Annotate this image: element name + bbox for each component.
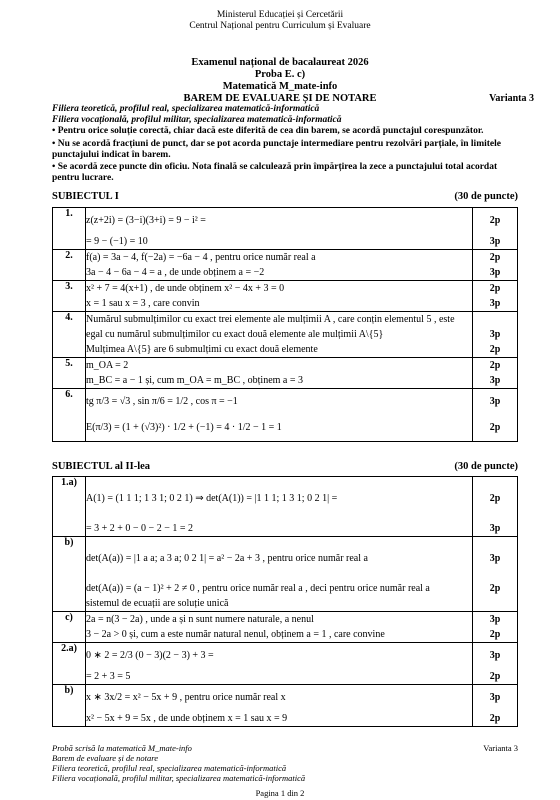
item-solution xyxy=(86,312,473,358)
points-value xyxy=(473,596,517,611)
table-row xyxy=(53,389,518,442)
solution-line: egal cu numărul submulțimilor cu exact două elemente ale mulțimii A\{5} xyxy=(86,329,384,340)
solution-line: 2a = n(3 − 2a) , unde a și n sunt numere naturale, a nenul xyxy=(86,614,314,625)
exam-title: Examenul național de bacalaureat 2026 xyxy=(191,57,369,68)
points-value: 3p xyxy=(489,553,501,564)
table-row xyxy=(53,685,518,727)
points-value: 3p xyxy=(489,650,501,661)
note-bullet-2 xyxy=(52,139,522,161)
item-number: b) xyxy=(53,685,86,727)
item-solution xyxy=(86,643,473,685)
item-points xyxy=(473,389,518,442)
varianta-label: Varianta 3 xyxy=(489,93,534,104)
points-value: 3p xyxy=(489,375,501,386)
item-number: 4. xyxy=(53,312,86,358)
footer-line-4: Filiera vocațională, profilul militar, specializarea matematică-informatică xyxy=(52,773,306,783)
points-value: 3p xyxy=(489,523,501,534)
item-points xyxy=(473,537,518,612)
points-value: 2p xyxy=(489,360,501,371)
note-bullet-3-text: • Se acordă zece puncte din oficiu. Nota finală se calculează prin împărțirea la zece a punctajului total acordat pentru lucrare. xyxy=(52,162,497,183)
points-value: 3p xyxy=(489,236,501,247)
solution-line: m_OA = 2 xyxy=(86,360,129,371)
table-row xyxy=(53,312,518,358)
item-solution xyxy=(86,389,473,442)
points-value: 2p xyxy=(489,493,501,504)
points-value: 2p xyxy=(489,422,501,433)
subiect-1-heading xyxy=(52,191,518,202)
item-solution xyxy=(86,281,473,312)
item-points xyxy=(473,250,518,281)
points-value: 2p xyxy=(489,283,501,294)
solution-line: = 2 + 3 = 5 xyxy=(86,671,131,682)
subiect-1-table xyxy=(52,207,518,442)
footer-line-2: Barem de evaluare și de notare xyxy=(52,753,158,763)
item-number: 1.a) xyxy=(53,477,86,537)
points-value: 3p xyxy=(489,396,501,407)
item-number: 1. xyxy=(53,208,86,250)
note-bullet-3 xyxy=(52,162,522,184)
item-number: 2. xyxy=(53,250,86,281)
item-solution xyxy=(86,685,473,727)
solution-line: det(A(a)) = (a − 1)² + 2 ≠ 0 , pentru orice număr real a , deci pentru orice număr real a xyxy=(86,583,430,594)
item-points xyxy=(473,643,518,685)
points-value: 2p xyxy=(489,671,501,682)
proba-label: Proba E. c) xyxy=(254,69,306,80)
note-bullet-1 xyxy=(52,126,522,137)
item-number: 5. xyxy=(53,358,86,389)
note-bullet-2-text: • Nu se acordă fracțiuni de punct, dar se pot acorda punctaje intermediare pentru rezolvări parțiale, în limitele punctajului indicat în barem. xyxy=(52,139,501,160)
solution-line: tg π/3 = √3 , sin π/6 = 1/2 , cos π = −1 xyxy=(86,396,238,407)
page-number: Pagina 1 din 2 xyxy=(255,788,305,798)
solution-line: = 3 + 2 + 0 − 0 − 2 − 1 = 2 xyxy=(86,523,193,534)
points-value xyxy=(473,312,517,327)
item-points xyxy=(473,477,518,537)
subiect-1-points: (30 de puncte) xyxy=(454,191,518,202)
table-row xyxy=(53,477,518,537)
points-value: 2p xyxy=(489,713,501,724)
center-name: Centrul Național pentru Curriculum și Evaluare xyxy=(189,21,371,31)
item-points xyxy=(473,685,518,727)
points-value: 2p xyxy=(489,252,501,263)
table-row xyxy=(53,643,518,685)
points-value: 3p xyxy=(489,298,501,309)
solution-line: = 9 − (−1) = 10 xyxy=(86,236,148,247)
item-number: 2.a) xyxy=(53,643,86,685)
barem-title: BAREM DE EVALUARE ȘI DE NOTARE xyxy=(183,93,377,104)
table-row xyxy=(53,208,518,250)
solution-line: z(z+2i) = (3−i)(3+i) = 9 − i² = xyxy=(86,215,206,226)
points-value: 3p xyxy=(489,267,501,278)
filiera-1: Filiera teoretică, profilul real, specializarea matematică-informatică xyxy=(52,104,320,114)
item-points xyxy=(473,208,518,250)
item-points xyxy=(473,358,518,389)
solution-line: x² + 7 = 4(x+1) , de unde obținem x² − 4x + 3 = 0 xyxy=(86,283,285,294)
item-solution xyxy=(86,477,473,537)
points-value: 3p xyxy=(489,692,501,703)
footer-line-3: Filiera teoretică, profilul real, specializarea matematică-informatică xyxy=(52,763,287,773)
item-solution xyxy=(86,358,473,389)
subiect-2-title: SUBIECTUL al II-lea xyxy=(52,461,151,472)
footer-varianta: Varianta 3 xyxy=(483,743,518,753)
solution-line: 3 − 2a > 0 și, cum a este număr natural nenul, obținem a = 1 , care convine xyxy=(86,629,385,640)
solution-line: A(1) = (1 1 1; 1 3 1; 0 2 1) ⇒ det(A(1)) = |1 1 1; 1 3 1; 0 2 1| = xyxy=(86,493,338,504)
table-row xyxy=(53,281,518,312)
subiect-1-title: SUBIECTUL I xyxy=(52,191,119,202)
points-value: 2p xyxy=(489,215,501,226)
item-number: 3. xyxy=(53,281,86,312)
table-row xyxy=(53,537,518,612)
subiect-2-points: (30 de puncte) xyxy=(454,461,518,472)
table-row xyxy=(53,250,518,281)
points-value: 2p xyxy=(489,629,501,640)
footer-proba: Probă scrisă la matematică M_mate-info xyxy=(52,743,192,753)
points-value: 2p xyxy=(489,583,501,594)
item-solution xyxy=(86,250,473,281)
table-row xyxy=(53,358,518,389)
solution-line: 0 ∗ 2 = 2/3 (0 − 3)(2 − 3) + 3 = xyxy=(86,650,214,661)
item-points xyxy=(473,612,518,643)
item-solution xyxy=(86,537,473,612)
subject-label: Matematică M_mate-info xyxy=(222,81,338,92)
points-value: 2p xyxy=(489,344,501,355)
solution-line: det(A(a)) = |1 a a; a 3 a; 0 2 1| = a² − 2a + 3 , pentru orice număr real a xyxy=(86,553,368,564)
solution-line: x ∗ 3x/2 = x² − 5x + 9 , pentru orice număr real x xyxy=(86,692,286,703)
solution-line: Numărul submulțimilor cu exact trei elemente ale mulțimii A , care conțin elementul 5 , este xyxy=(86,314,455,325)
table-row xyxy=(53,612,518,643)
item-solution xyxy=(86,612,473,643)
note-bullet-1-text: • Pentru orice soluție corectă, chiar dacă este diferită de cea din barem, se acordă punctajul corespunzător. xyxy=(52,126,484,136)
solution-line: E(π/3) = (1 + (√3)²) · 1/2 + (−1) = 4 · 1/2 − 1 = 1 xyxy=(86,422,282,433)
item-solution xyxy=(86,208,473,250)
subiect-2-table xyxy=(52,476,518,727)
item-number: b) xyxy=(53,537,86,612)
solution-line: x = 1 sau x = 3 , care convin xyxy=(86,298,200,309)
points-value: 3p xyxy=(489,329,501,340)
filiera-2: Filiera vocațională, profilul militar, specializarea matematică-informatică xyxy=(52,115,342,125)
item-number: 6. xyxy=(53,389,86,442)
item-points xyxy=(473,281,518,312)
ministry-name: Ministerul Educației și Cercetării xyxy=(216,10,344,20)
solution-line: 3a − 4 − 6a − 4 = a , de unde obținem a = −2 xyxy=(86,267,265,278)
solution-line: sistemul de ecuații are soluție unică xyxy=(86,598,229,609)
item-points xyxy=(473,312,518,358)
solution-line: Mulțimea A\{5} are 6 submulțimi cu exact două elemente xyxy=(86,344,318,355)
solution-line: f(a) = 3a − 4, f(−2a) = −6a − 4 , pentru orice număr real a xyxy=(86,252,316,263)
points-value: 3p xyxy=(489,614,501,625)
subiect-2-heading xyxy=(52,461,518,472)
solution-line: x² − 5x + 9 = 5x , de unde obținem x = 1 sau x = 9 xyxy=(86,713,288,724)
solution-line: m_BC = a − 1 și, cum m_OA = m_BC , obținem a = 3 xyxy=(86,375,304,386)
item-number: c) xyxy=(53,612,86,643)
